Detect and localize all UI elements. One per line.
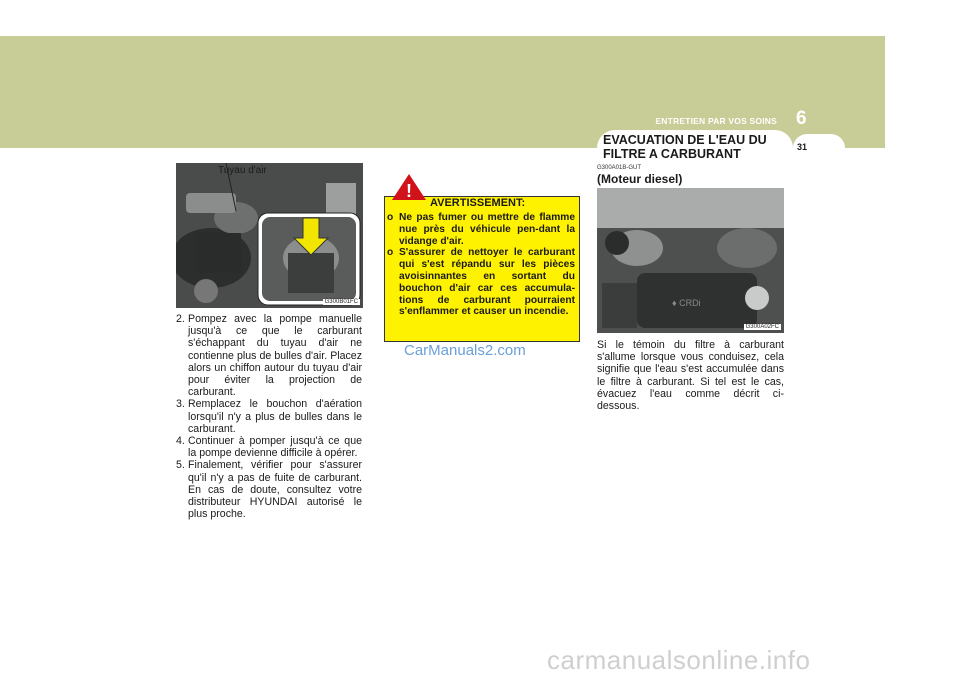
- chapter-title: ENTRETIEN PAR VOS SOINS: [655, 116, 777, 126]
- diesel-paragraph: Si le témoin du filtre à carburant s'allume lorsque vous conduisez, cela signifie que l'eau s'est accumulée dans le filtre à carburant. Si tel est le cas, évacuez l'eau comme décrit ci-dessous.: [597, 339, 784, 413]
- instruction-steps: [176, 313, 362, 520]
- engine-photo-graphic: [597, 188, 784, 333]
- svg-text:♦ CRDi: ♦ CRDi: [672, 298, 701, 308]
- warning-item: o S'assurer de nettoyer le carburant qui s'est répandu sur les pièces avoisinnantes en sortant du bouchon d'air car ces accumula-tions de carburant pourraient s'enflammer et causer un incendie.: [387, 247, 575, 318]
- svg-text:!: !: [406, 181, 412, 201]
- step-item: 5. Finalement, vérifier pour s'assurer qu'il n'y a pas de fuite de carburant. En cas de doute, consultez votre distributeur HYUNDAI autorisé le plus proche.: [176, 459, 362, 521]
- air-hose-label: Tuyau d'air: [218, 165, 267, 176]
- warning-list: [387, 212, 575, 318]
- warning-triangle-icon: [391, 173, 427, 201]
- section-title: EVACUATION DE L'EAU DU FILTRE A CARBURANT: [603, 133, 767, 161]
- footer-watermark: carmanualsonline.info: [547, 645, 811, 675]
- step-item: 2. Pompez avec la pompe manuelle jusqu'à ce que le carburant s'échappant du tuyau d'air ne contienne plus de bulles d'air. Placez alors un chiffon autour du tuyau d'air pour éviter la projection de carburant.: [176, 313, 362, 399]
- photo-code: G300B01FC: [324, 299, 358, 305]
- step-item: 4. Continuer à pomper jusqu'à ce que la pompe devienne difficile à opérer.: [176, 435, 362, 460]
- watermark-link[interactable]: CarManuals2.com: [404, 342, 526, 359]
- warning-item: o Ne pas fumer ou mettre de flamme nue près du véhicule pen-dant la vidange d'air.: [387, 212, 575, 247]
- engine-photo: [597, 188, 784, 333]
- air-hose-photo-graphic: [176, 163, 363, 308]
- page-number: 31: [797, 142, 808, 152]
- chapter-number: 6: [796, 108, 807, 129]
- step-item: 3. Remplacez le bouchon d'aération lorsqu'il n'y a plus de bulles dans le carburant.: [176, 398, 362, 435]
- photo-code: G300A02FC: [745, 324, 779, 330]
- diesel-title: (Moteur diesel): [597, 172, 683, 186]
- air-hose-photo: [176, 163, 363, 308]
- warning-title: AVERTISSEMENT:: [430, 197, 526, 209]
- section-code: G300A01B-GUT: [597, 165, 642, 171]
